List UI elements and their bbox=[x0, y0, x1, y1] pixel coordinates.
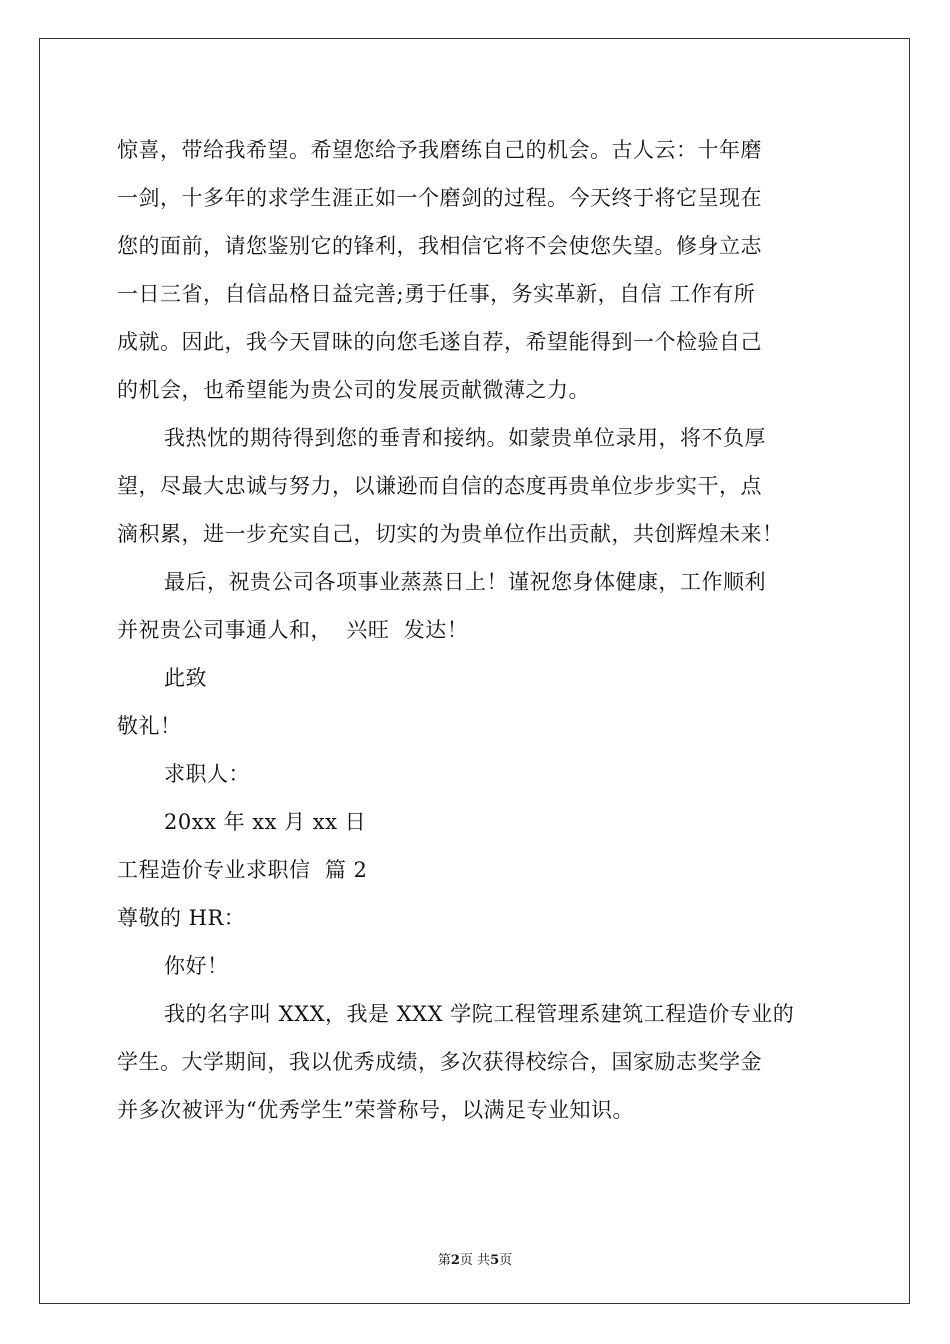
text-line: 并多次被评为“优秀学生”荣誉称号，以满足专业知识。 bbox=[117, 1098, 634, 1122]
greeting: 你好！ bbox=[164, 954, 229, 978]
text-line: 滴积累，进一步充实自己，切实的为贵单位作出贡献，共创辉煌未来！ bbox=[117, 522, 784, 546]
greeting-recipient: 尊敬的 HR： bbox=[117, 906, 246, 930]
text-line: 一日三省，自信品格日益完善;勇于任事，务实革新，自信 工作有所 bbox=[117, 282, 756, 306]
applicant-label: 求职人： bbox=[164, 762, 250, 786]
text-line: 一剑，十多年的求学生涯正如一个磨剑的过程。今天终于将它呈现在 bbox=[117, 186, 762, 210]
text-line: 我的名字叫 XXX，我是 XXX 学院工程管理系建筑工程造价专业的 bbox=[164, 1002, 795, 1026]
total-pages: 5 bbox=[490, 1253, 500, 1268]
page-prefix: 第 bbox=[437, 1253, 451, 1268]
text-line: 我热忱的期待得到您的垂青和接纳。如蒙贵单位录用，将不负厚 bbox=[164, 426, 766, 450]
text-line: 最后，祝贵公司各项事业蒸蒸日上！谨祝您身体健康，工作顺利 bbox=[164, 570, 766, 594]
text-line: 您的面前，请您鉴别它的锋利，我相信它将不会使您失望。修身立志 bbox=[117, 234, 762, 258]
current-page: 2 bbox=[450, 1253, 460, 1268]
page-suffix: 页 bbox=[499, 1253, 513, 1268]
document-body bbox=[117, 126, 833, 1134]
page-number-footer bbox=[0, 1249, 950, 1268]
salutation-regards: 敬礼！ bbox=[117, 714, 182, 738]
text-line: 成就。因此，我今天冒昧的向您毛遂自荐，希望能得到一个检验自己 bbox=[117, 330, 762, 354]
section-title: 工程造价专业求职信 篇 2 bbox=[117, 858, 368, 882]
text-line: 惊喜，带给我希望。希望您给予我磨练自己的机会。古人云：十年磨 bbox=[117, 138, 762, 162]
text-line: 学生。大学期间，我以优秀成绩，多次获得校综合，国家励志奖学金 bbox=[117, 1050, 762, 1074]
page-mid: 页 共 bbox=[459, 1253, 491, 1268]
text-line: 的机会，也希望能为贵公司的发展贡献微薄之力。 bbox=[117, 378, 590, 402]
text-line: 望，尽最大忠诚与努力，以谦逊而自信的态度再贵单位步步实干，点 bbox=[117, 474, 762, 498]
text-line: 并祝贵公司事通人和， 兴旺 发达！ bbox=[117, 618, 469, 642]
date-line: 20xx 年 xx 月 xx 日 bbox=[164, 810, 367, 834]
salutation-closing: 此致 bbox=[164, 666, 207, 690]
